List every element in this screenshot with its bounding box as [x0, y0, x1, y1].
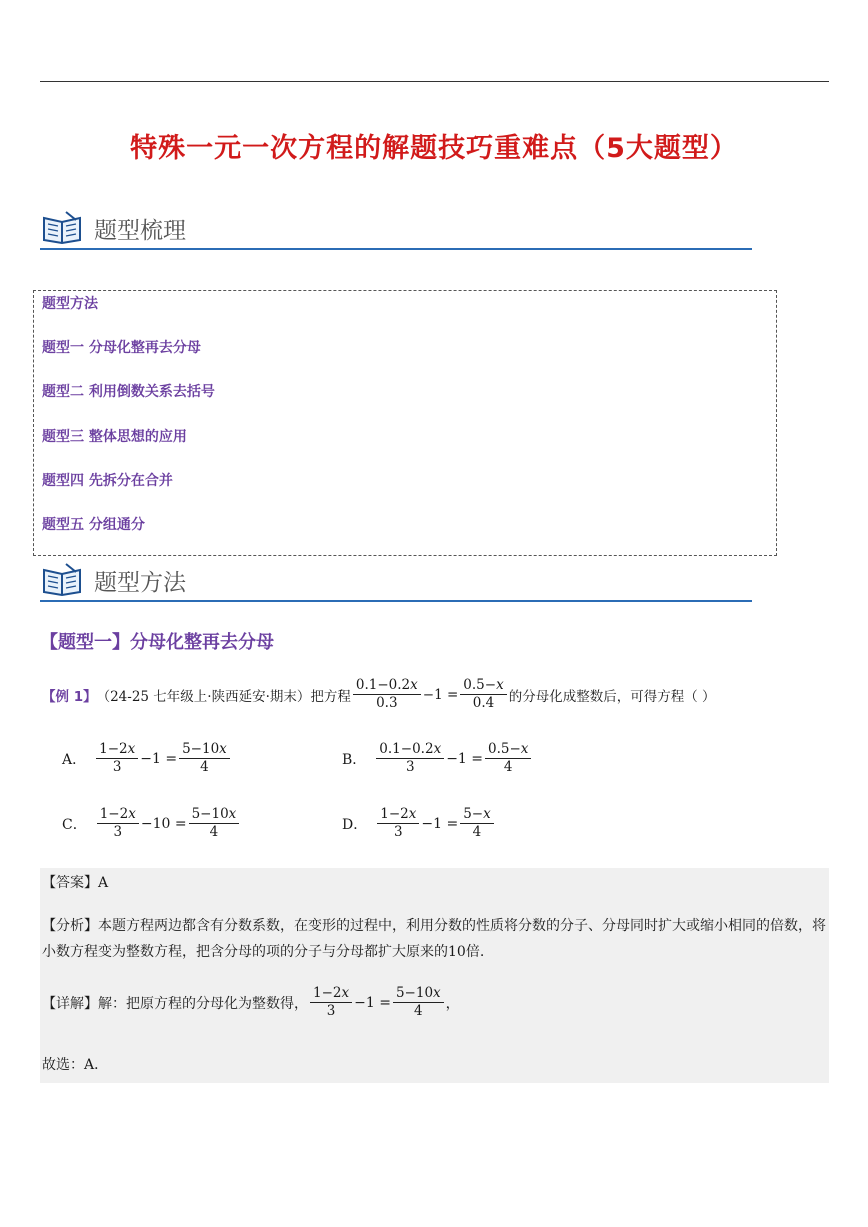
example-tail: 的分母化成整数后，可得方程（ ）	[508, 688, 716, 705]
open-book-icon	[40, 208, 84, 244]
option-d[interactable]: D． $\frac{1-2x}{3}$ −1 = $\frac{5-x}{4}$	[342, 806, 496, 841]
answer-line: 【答案】A	[42, 875, 109, 891]
fraction: $\frac{0.1-0.2x}{0.3}$	[353, 677, 421, 712]
toc-item[interactable]: 题型五 分组通分	[42, 517, 145, 533]
toc-item[interactable]: 题型一 分母化整再去分母	[42, 340, 201, 356]
section-rule	[40, 248, 752, 250]
example-question	[42, 677, 716, 712]
toc-item[interactable]: 题型三 整体思想的应用	[42, 429, 187, 445]
toc-header: 题型方法	[42, 296, 98, 312]
option-c[interactable]: C． $\frac{1-2x}{3}$ −10 = $\frac{5-10x}{4}$	[62, 806, 241, 841]
example-source: （24-25 七年级上·陕西延安·期末）把方程	[96, 688, 351, 705]
open-book-icon	[40, 560, 84, 596]
top-rule	[40, 81, 829, 82]
section-rule	[40, 600, 752, 602]
document-title: 特殊一元一次方程的解题技巧重难点（5大题型）	[130, 133, 738, 164]
choice-line: 故选：A．	[42, 1057, 109, 1073]
toc-box	[33, 290, 777, 556]
section-title-overview: 题型梳理	[94, 218, 186, 244]
fraction: $\frac{0.5-x}{0.4}$	[460, 677, 506, 712]
equation-op: −1 =	[422, 686, 459, 703]
option-a[interactable]: A． $\frac{1-2x}{3}$ −1 = $\frac{5-10x}{4}$	[62, 741, 232, 776]
type-heading: 【题型一】分母化整再去分母	[40, 632, 274, 653]
analysis-text: 【分析】本题方程两边都含有分数系数，在变形的过程中，利用分数的性质将分数的分子、分母同时扩大或缩小相同的倍数，将小数方程变为整数方程，把含分母的项的分子与分母都扩大原来的10倍.	[42, 918, 826, 960]
toc-item[interactable]: 题型四 先拆分在合并	[42, 473, 173, 489]
option-b[interactable]: B． $\frac{0.1-0.2x}{3}$ −1 = $\frac{0.5-x}{4}$	[342, 741, 533, 776]
detail-line: 【详解】解：把原方程的分母化为整数得， $\frac{1-2x}{3}$ −1 = $\frac{5-10x}{4}$ ，	[42, 985, 460, 1019]
answer-box	[40, 868, 829, 1083]
toc-item[interactable]: 题型二 利用倒数关系去括号	[42, 384, 215, 400]
example-label: 【例 1】	[42, 688, 97, 705]
section-header-overview	[40, 206, 752, 250]
section-header-methods	[40, 558, 752, 602]
section-title-methods: 题型方法	[94, 570, 186, 596]
